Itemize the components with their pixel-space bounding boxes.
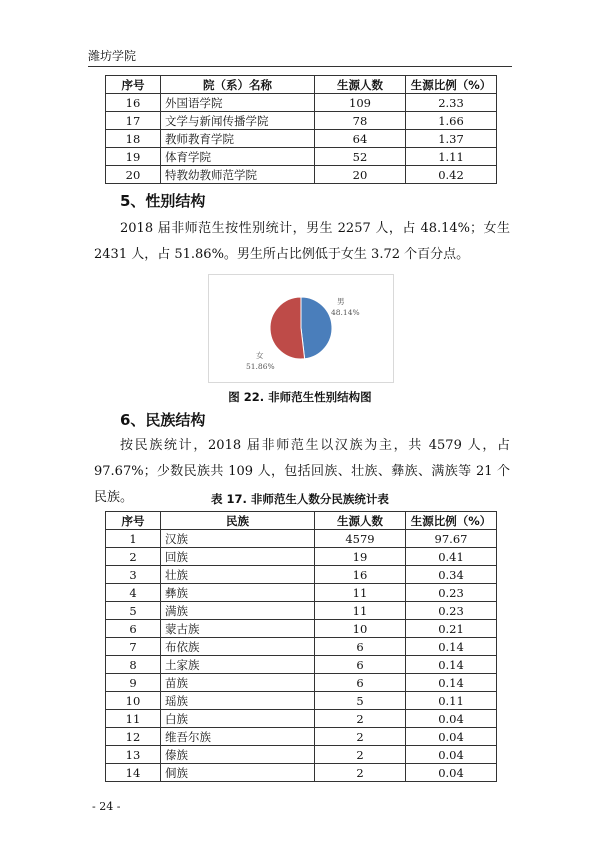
table-header-row xyxy=(106,512,497,530)
table-cell: 0.11 xyxy=(406,692,497,710)
col-header: 民族 xyxy=(161,512,315,530)
table-cell: 1.11 xyxy=(406,148,497,166)
table-cell: 0.23 xyxy=(406,584,497,602)
table-row xyxy=(106,148,497,166)
table-cell: 0.04 xyxy=(406,746,497,764)
table-cell: 0.04 xyxy=(406,728,497,746)
table-cell: 19 xyxy=(106,148,161,166)
table-cell: 0.41 xyxy=(406,548,497,566)
table-cell: 1.37 xyxy=(406,130,497,148)
table-cell: 0.14 xyxy=(406,674,497,692)
pie-svg xyxy=(209,275,393,382)
gender-pie-chart xyxy=(208,274,394,383)
table-cell: 6 xyxy=(106,620,161,638)
table-row xyxy=(106,728,497,746)
table-row xyxy=(106,530,497,548)
table-cell: 16 xyxy=(106,94,161,112)
table-cell: 19 xyxy=(315,548,406,566)
table-cell: 1 xyxy=(106,530,161,548)
table-cell: 7 xyxy=(106,638,161,656)
table-caption: 表 17. 非师范生人数分民族统计表 xyxy=(211,492,389,506)
table-cell: 18 xyxy=(106,130,161,148)
col-header: 院（系）名称 xyxy=(161,76,315,94)
table-cell: 6 xyxy=(315,638,406,656)
table-row xyxy=(106,166,497,184)
table-row xyxy=(106,602,497,620)
table-cell: 12 xyxy=(106,728,161,746)
table-row xyxy=(106,620,497,638)
table-cell: 6 xyxy=(315,674,406,692)
table-cell: 4 xyxy=(106,584,161,602)
table-cell: 52 xyxy=(315,148,406,166)
col-header: 生源人数 xyxy=(315,76,406,94)
table-row xyxy=(106,692,497,710)
figure-caption: 图 22. 非师范生性别结构图 xyxy=(228,390,372,404)
pie-label-female: 女 xyxy=(256,351,264,360)
table-cell: 外国语学院 xyxy=(161,94,315,112)
table-cell: 11 xyxy=(315,602,406,620)
table-cell: 体育学院 xyxy=(161,148,315,166)
header-rule xyxy=(88,66,512,67)
pie-slice-male xyxy=(301,297,332,359)
table-cell: 2 xyxy=(315,710,406,728)
table-cell: 土家族 xyxy=(161,656,315,674)
table-row xyxy=(106,710,497,728)
table-cell: 2 xyxy=(315,764,406,782)
table-row xyxy=(106,584,497,602)
table-row xyxy=(106,764,497,782)
table-cell: 20 xyxy=(106,166,161,184)
table-cell: 6 xyxy=(315,656,406,674)
table-cell: 满族 xyxy=(161,602,315,620)
table-cell: 0.23 xyxy=(406,602,497,620)
table-cell: 0.21 xyxy=(406,620,497,638)
table-cell: 侗族 xyxy=(161,764,315,782)
table-cell: 16 xyxy=(315,566,406,584)
col-header: 序号 xyxy=(106,512,161,530)
page-header-title: 潍坊学院 xyxy=(88,49,137,63)
table-cell: 瑶族 xyxy=(161,692,315,710)
table-cell: 17 xyxy=(106,112,161,130)
col-header: 生源人数 xyxy=(315,512,406,530)
table-cell: 8 xyxy=(106,656,161,674)
pie-value-male: 48.14% xyxy=(331,308,360,317)
table-cell: 64 xyxy=(315,130,406,148)
table-cell: 维吾尔族 xyxy=(161,728,315,746)
table-cell: 0.34 xyxy=(406,566,497,584)
pie-label-male: 男 xyxy=(337,297,345,306)
table-cell: 5 xyxy=(106,602,161,620)
table-row xyxy=(106,566,497,584)
table-cell: 14 xyxy=(106,764,161,782)
table-cell: 文学与新闻传播学院 xyxy=(161,112,315,130)
section-6-paragraph: 按民族统计，2018 届非师范生以汉族为主，共 4579 人，占 97.67%；少数民族共 109 人，包括回族、壮族、彝族、满族等 21 个民族。 xyxy=(94,438,510,505)
table-cell: 0.14 xyxy=(406,656,497,674)
table-cell: 10 xyxy=(315,620,406,638)
table-row xyxy=(106,548,497,566)
page-number: - 24 - xyxy=(92,800,121,813)
table-row xyxy=(106,674,497,692)
table-cell: 0.04 xyxy=(406,710,497,728)
table-cell: 2.33 xyxy=(406,94,497,112)
table-cell: 0.14 xyxy=(406,638,497,656)
table-cell: 蒙古族 xyxy=(161,620,315,638)
table-row xyxy=(106,130,497,148)
table-cell: 4579 xyxy=(315,530,406,548)
table-cell: 1.66 xyxy=(406,112,497,130)
table-cell: 彝族 xyxy=(161,584,315,602)
table-cell: 布依族 xyxy=(161,638,315,656)
table-cell: 回族 xyxy=(161,548,315,566)
college-table xyxy=(105,75,497,184)
pie-slice-female xyxy=(270,297,305,359)
col-header: 生源比例（%） xyxy=(406,512,497,530)
table-cell: 汉族 xyxy=(161,530,315,548)
table-cell: 78 xyxy=(315,112,406,130)
pie-value-female: 51.86% xyxy=(246,362,275,371)
table-cell: 2 xyxy=(315,728,406,746)
table-row xyxy=(106,638,497,656)
section-6-heading: 6、民族结构 xyxy=(120,411,206,429)
table-cell: 2 xyxy=(106,548,161,566)
table-cell: 11 xyxy=(315,584,406,602)
table-header-row xyxy=(106,76,497,94)
table-cell: 2 xyxy=(315,746,406,764)
table-row xyxy=(106,656,497,674)
table-cell: 10 xyxy=(106,692,161,710)
table-cell: 0.42 xyxy=(406,166,497,184)
table-row xyxy=(106,94,497,112)
table-cell: 5 xyxy=(315,692,406,710)
table-cell: 特教幼教师范学院 xyxy=(161,166,315,184)
table-cell: 9 xyxy=(106,674,161,692)
col-header: 序号 xyxy=(106,76,161,94)
table-cell: 13 xyxy=(106,746,161,764)
table-row xyxy=(106,746,497,764)
table-cell: 20 xyxy=(315,166,406,184)
table-cell: 傣族 xyxy=(161,746,315,764)
table-cell: 壮族 xyxy=(161,566,315,584)
section-5-paragraph: 2018 届非师范生按性别统计，男生 2257 人，占 48.14%；女生 2431 人，占 51.86%。男生所占比例低于女生 3.72 个百分点。 xyxy=(94,221,510,262)
table-cell: 0.04 xyxy=(406,764,497,782)
table-cell: 白族 xyxy=(161,710,315,728)
table-cell: 109 xyxy=(315,94,406,112)
table-row xyxy=(106,112,497,130)
table-cell: 11 xyxy=(106,710,161,728)
table-cell: 3 xyxy=(106,566,161,584)
table-cell: 苗族 xyxy=(161,674,315,692)
ethnicity-table xyxy=(105,511,497,782)
col-header: 生源比例（%） xyxy=(406,76,497,94)
table-cell: 教师教育学院 xyxy=(161,130,315,148)
table-cell: 97.67 xyxy=(406,530,497,548)
section-5-heading: 5、性别结构 xyxy=(120,192,206,210)
